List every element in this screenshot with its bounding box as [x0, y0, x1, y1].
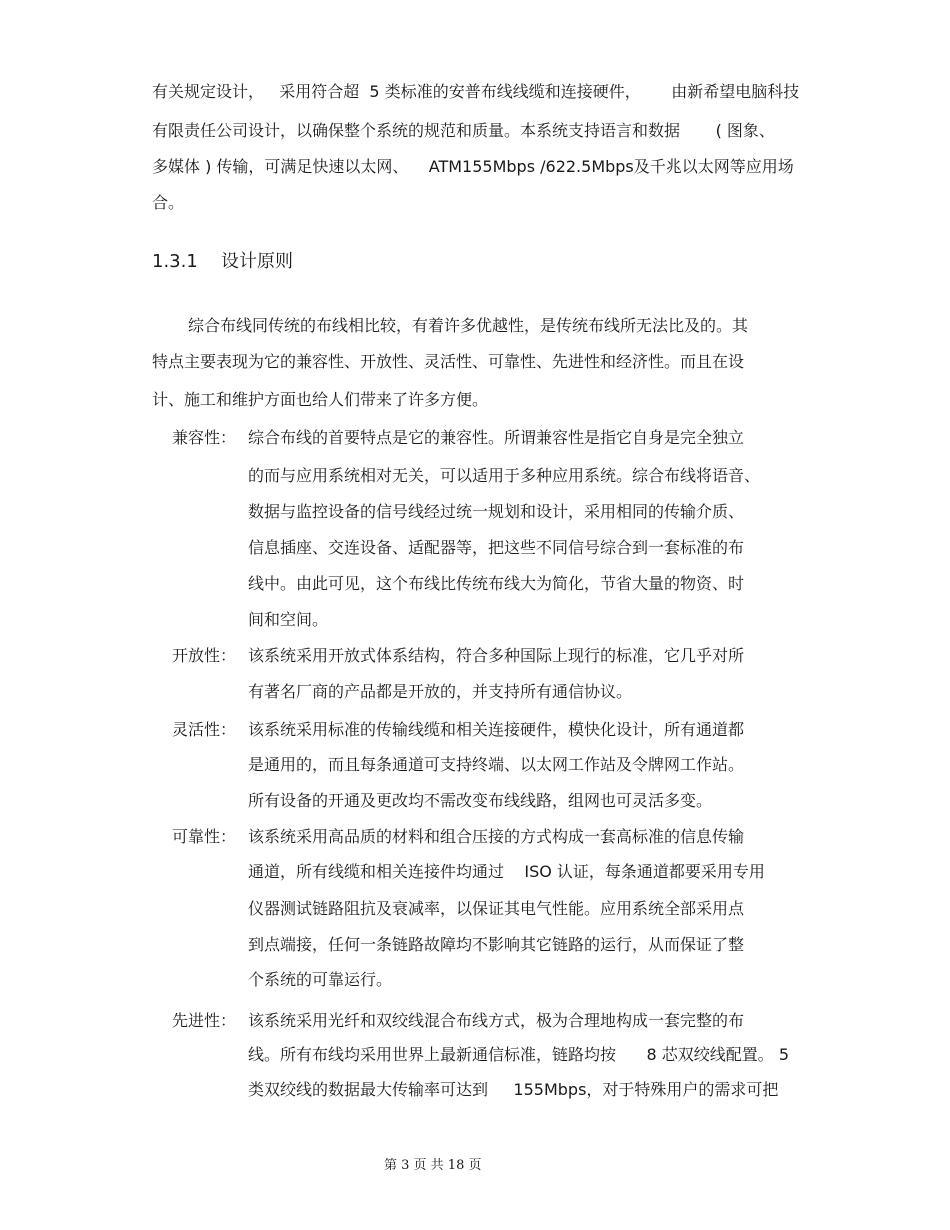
intro-line: 有限责任公司设计，以确保整个系统的规范和质量。本系统支持语言和数据 ( 图象、 [152, 121, 775, 140]
feature-term: 开放性： [172, 646, 237, 665]
feature-term: 可靠性： [172, 827, 237, 846]
feature-line: 仪器测试链路阻抗及衰减率，以保证其电气性能。应用系统全部采用点 [248, 899, 745, 918]
feature-line: 类双绞线的数据最大传输率可达到 155Mbps，对于特殊用户的需求可把 [248, 1080, 779, 1099]
intro-line: 多媒体 ) 传输，可满足快速以太网、 ATM155Mbps /622.5Mbps及千兆以太网等应用场 [152, 157, 794, 176]
feature-term: 先进性： [172, 1011, 237, 1030]
feature-term: 兼容性： [172, 428, 237, 447]
feature-line: 所有设备的开通及更改均不需改变布线线路，组网也可灵活多变。 [248, 791, 713, 810]
page-footer: 第 3 页 共 18 页 [384, 1158, 482, 1173]
overview-line: 计、施工和维护方面也给人们带来了许多方便。 [152, 390, 489, 409]
feature-line: 的而与应用系统相对无关，可以适用于多种应用系统。综合布线将语音、 [248, 466, 761, 485]
intro-line: 有关规定设计， 采用符合超 5 类标准的安普布线线缆和连接硬件， 由新希望电脑科技 [152, 82, 800, 101]
feature-line: 到点端接，任何一条链路故障均不影响其它链路的运行，从而保证了整 [248, 935, 745, 954]
intro-line: 合。 [152, 193, 185, 212]
feature-line: 信息插座、交连设备、适配器等，把这些不同信号综合到一套标准的布 [248, 538, 745, 557]
feature-line: 通道，所有线缆和相关连接件均通过 ISO 认证，每条通道都要采用专用 [248, 862, 765, 881]
feature-line: 该系统采用开放式体系结构，符合多种国际上现行的标准，它几乎对所 [248, 646, 745, 665]
feature-line: 线中。由此可见，这个布线比传统布线大为简化，节省大量的物资、时 [248, 574, 745, 593]
feature-line: 是通用的，而且每条通道可支持终端、以太网工作站及令牌网工作站。 [248, 755, 745, 774]
feature-line: 有著名厂商的产品都是开放的，并支持所有通信协议。 [248, 682, 633, 701]
feature-line: 该系统采用光纤和双绞线混合布线方式，极为合理地构成一套完整的布 [248, 1011, 745, 1030]
feature-line: 该系统采用高品质的材料和组合压接的方式构成一套高标准的信息传输 [248, 827, 745, 846]
feature-line: 数据与监控设备的信号线经过统一规划和设计，采用相同的传输介质、 [248, 502, 745, 521]
overview-line: 综合布线同传统的布线相比较，有着许多优越性，是传统布线所无法比及的。其 [188, 316, 749, 335]
section-title: 设计原则 [221, 251, 293, 272]
section-number: 1.3.1 [152, 251, 198, 272]
feature-line: 综合布线的首要特点是它的兼容性。所谓兼容性是指它自身是完全独立 [248, 428, 745, 447]
overview-line: 特点主要表现为它的兼容性、开放性、灵活性、可靠性、先进性和经济性。而且在设 [152, 352, 745, 371]
feature-line: 间和空间。 [248, 610, 329, 629]
feature-term: 灵活性： [172, 720, 237, 739]
feature-line: 线。所有布线均采用世界上最新通信标准，链路均按 8 芯双绞线配置。 5 [248, 1045, 790, 1064]
feature-line: 该系统采用标准的传输线缆和相关连接硬件，模快化设计，所有通道都 [248, 720, 745, 739]
feature-line: 个系统的可靠运行。 [248, 970, 393, 989]
